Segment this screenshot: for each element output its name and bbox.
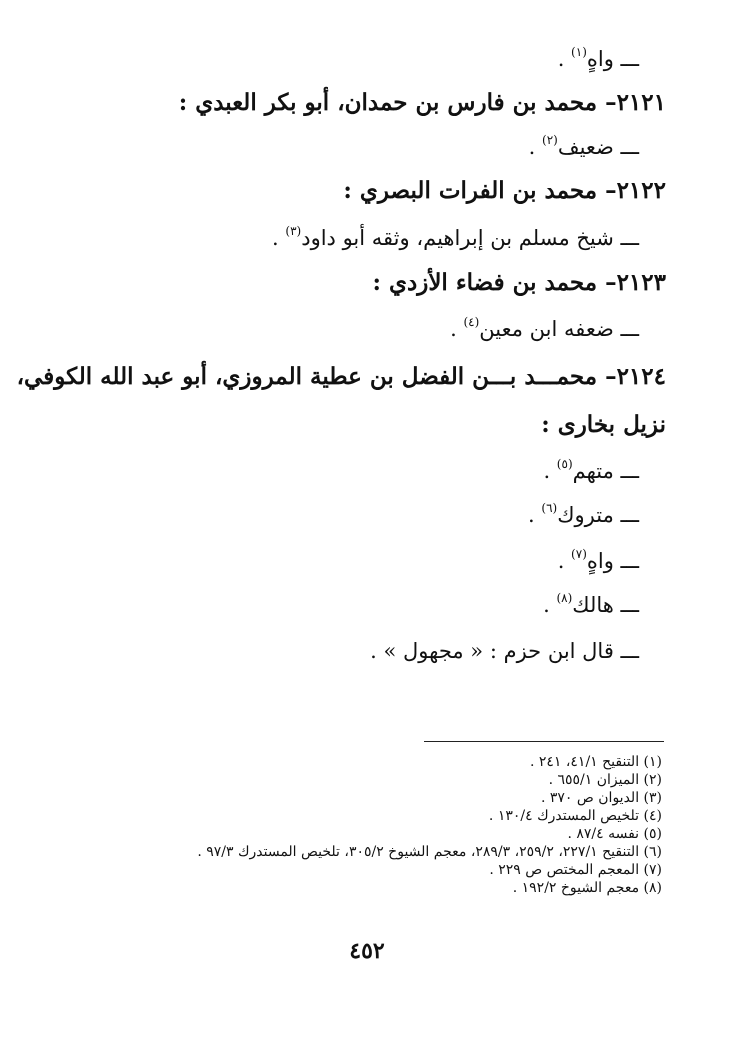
footnote-3: (٣) الديوان ص ٣٧٠ .: [540, 790, 662, 806]
entry-heading-2123: [372, 268, 666, 298]
entry-heading-text: ٢١٢١– محمد بن فارس بن حمدان، أبو بكر العبدي :: [178, 89, 666, 116]
entry-end: .: [272, 226, 286, 250]
entry-heading-text: نزيل بخارى :: [541, 411, 666, 438]
entry-text: ـــ واهٍ: [586, 47, 639, 71]
entry-text: ـــ متهم: [572, 459, 639, 483]
footnote-ref: (٦): [541, 501, 558, 515]
footnote-ref: (٤): [463, 315, 480, 329]
entry-end: .: [528, 503, 542, 527]
entry-heading-continuation: [541, 410, 666, 440]
entry-text: ـــ هالك: [572, 593, 639, 617]
entry-heading-2122: [343, 176, 666, 206]
entry-end: .: [557, 549, 572, 573]
entry-text: ـــ قال ابن حزم : « مجهول » .: [370, 639, 639, 663]
entry-line-5: [272, 223, 639, 253]
entry-line-12: [558, 546, 639, 576]
entry-end: .: [543, 593, 557, 617]
footnote-8: (٨) معجم الشيوخ ١٩٢/٢ .: [512, 880, 662, 896]
footnote-ref: (٥): [556, 457, 573, 471]
footnote-ref: (٣): [285, 224, 302, 238]
footnote-ref: (١): [571, 45, 587, 59]
entry-end: .: [528, 135, 542, 159]
entry-heading-text: ٢١٢٤– محمـــد بـــن الفضل بن عطية المروزي، أبو عبد الله الكوفي،: [16, 363, 666, 390]
entry-heading-text: ٢١٢٢– محمد بن الفرات البصري :: [343, 177, 666, 204]
footnote-7: (٧) المعجم المختص ص ٢٢٩ .: [489, 862, 662, 878]
entry-end: .: [557, 47, 572, 71]
entry-line-10: [543, 456, 639, 486]
footnote-ref: (٨): [556, 591, 573, 605]
entry-text: ـــ شيخ مسلم بن إبراهيم، وثقه أبو داود: [301, 226, 639, 250]
footnote-divider: [424, 741, 664, 742]
entry-text: ـــ ضعفه ابن معين: [479, 317, 639, 341]
entry-line-7: [450, 314, 639, 344]
entry-heading-text: ٢١٢٣– محمد بن فضاء الأزدي :: [372, 269, 666, 296]
entry-line-3: [529, 132, 639, 162]
entry-text: ـــ واهٍ: [586, 549, 639, 573]
entry-line-11: [528, 500, 639, 530]
footnote-ref: (٢): [542, 133, 558, 147]
entry-end: .: [543, 459, 557, 483]
entry-text: ـــ ضعيف: [557, 135, 639, 159]
entry-line-14: [370, 636, 639, 666]
entry-line-13: [543, 590, 639, 620]
entry-heading-2124: [17, 362, 666, 392]
entry-heading-2121: [179, 88, 666, 118]
entry-end: .: [450, 317, 464, 341]
footnote-ref: (٧): [571, 547, 587, 561]
footnote-1: (١) التنقيح ٤١/١، ٢٤١ .: [529, 754, 662, 770]
footnote-6: (٦) التنقيح ٢٢٧/١، ٢٥٩/٢، ٢٨٩/٣، معجم الشيوخ ٣٠٥/٢، تلخيص المستدرك ٩٧/٣ .: [197, 844, 662, 860]
entry-line-1: [558, 44, 639, 74]
footnote-4: (٤) تلخيص المستدرك ١٣٠/٤ .: [488, 808, 662, 824]
entry-text: ـــ متروك: [557, 503, 639, 527]
footnote-2: (٢) الميزان ٦٥٥/١ .: [548, 772, 662, 788]
page-number: ٤٥٢: [349, 938, 385, 964]
footnote-5: (٥) نفسه ٨٧/٤ .: [567, 826, 662, 842]
